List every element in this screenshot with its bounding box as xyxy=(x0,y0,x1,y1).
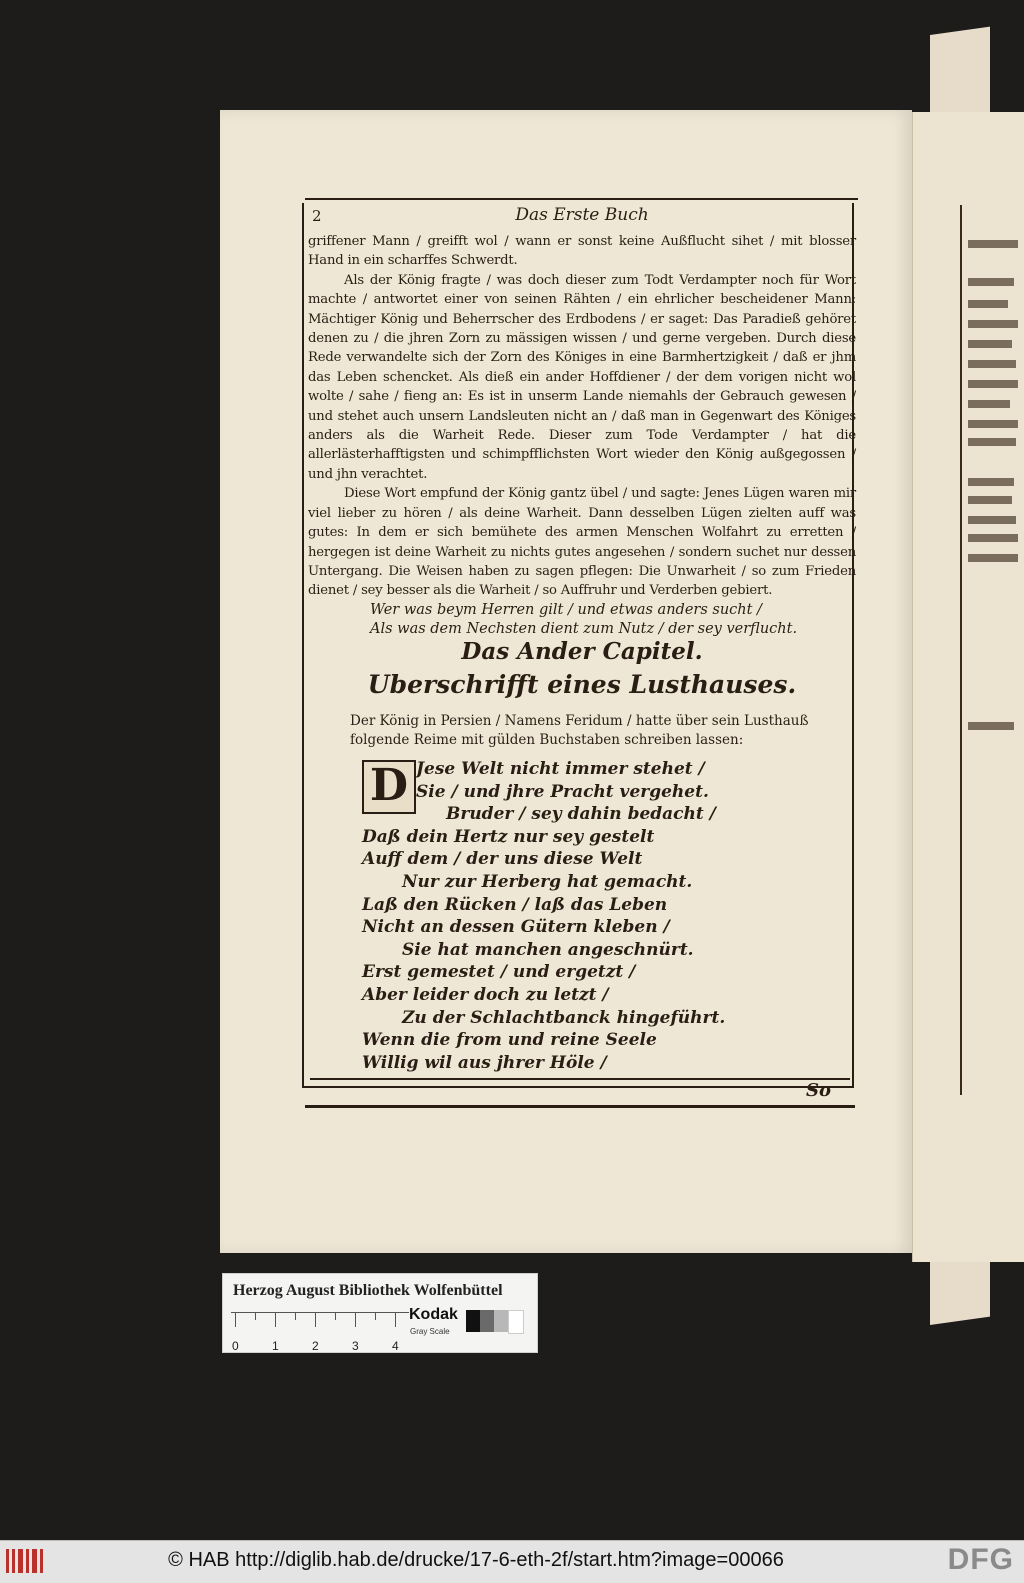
poem xyxy=(362,758,762,1074)
catchword: So xyxy=(806,1080,832,1101)
facing-text-line xyxy=(968,278,1014,286)
ruler-number: 1 xyxy=(272,1339,279,1353)
gray-patch xyxy=(466,1310,480,1332)
facing-text-line xyxy=(968,300,1008,308)
ruler-number: 4 xyxy=(392,1339,399,1353)
ruler-tick xyxy=(355,1313,356,1327)
poem-line: Sie hat manchen angeschnürt. xyxy=(402,939,694,960)
verse-line: Wer was beym Herren gilt / und etwas anders sucht / xyxy=(370,601,762,618)
ruler-tick xyxy=(395,1313,396,1327)
ruler-tick xyxy=(315,1313,316,1327)
poem-line: Zu der Schlachtbanck hingeführt. xyxy=(402,1007,726,1028)
paragraph: Als der König fragte / was doch dieser zum Todt Verdampter noch für Wort machte / antwortet einer von seinen Rähten / ein ehrlicher bescheidener Mann: Mächtiger König und Beherrscher des Erdbodens / er saget: Das Paradieß gehöret denen zu / die jhren Zorn zu mässigen wissen / und gerne vergeben. Durch diese Rede verwandelte sich der Zorn des Königes in eine Barmhertzigkeit / daß er jhm das Leben schencket. Als dieß ein ander Hoffdiener / der dem vorigen nicht wol wolte / sahe / fieng an: Es ist in unserm Lande niemahls der Gebrauch gewesen / und stehet auch unsern Landsleuten nicht an / daß man in Gegenwart des Königes anders als die Warheit Rede. Dieser zum Tode Verdampter / hat die allerlästerhafftigsten und schimpfflichsten Wort wieder den König außgegossen / und jhn verachtet. xyxy=(308,272,856,482)
facing-text-line xyxy=(968,478,1014,486)
ruler-tick xyxy=(255,1313,256,1320)
ruler-tick xyxy=(375,1313,376,1320)
poem-line: Erst gemestet / und ergetzt / xyxy=(362,962,636,983)
poem-line: Jese Welt nicht immer stehet / xyxy=(416,759,705,779)
poem-line: Willig wil aus jhrer Höle / xyxy=(362,1052,607,1073)
poem-line: Auff dem / der uns diese Welt xyxy=(362,849,643,870)
chapter-title: Das Ander Capitel. xyxy=(461,638,703,665)
ruler-number: 2 xyxy=(312,1339,319,1353)
ruler-tick xyxy=(295,1313,296,1320)
drop-cap: D xyxy=(362,760,416,814)
dfg-logo: DFG xyxy=(947,1543,1014,1576)
poem-line: Wenn die from und reine Seele xyxy=(362,1030,657,1051)
facing-text-line xyxy=(968,438,1016,446)
paragraph: griffener Mann / greifft wol / wann er sonst keine Außflucht sihet / mit blosser Hand in ein scharffes Schwerdt. xyxy=(308,234,856,269)
ruler-tick xyxy=(275,1313,276,1327)
poem-line: Nicht an dessen Gütern kleben / xyxy=(362,917,670,938)
facing-text-line xyxy=(968,360,1016,368)
kodak-logo: Kodak xyxy=(409,1306,458,1323)
library-name: Herzog August Bibliothek Wolfenbüttel xyxy=(233,1282,503,1299)
bottom-rule xyxy=(305,1105,855,1108)
poem-line: Aber leider doch zu letzt / xyxy=(362,984,609,1005)
chapter-intro: Der König in Persien / Namens Feridum / hatte über sein Lusthauß folgende Reime mit gülden Buchstaben schreiben lassen: xyxy=(350,713,809,748)
poem-line: Nur zur Herberg hat gemacht. xyxy=(402,871,693,892)
hab-barcode-icon xyxy=(4,1545,48,1577)
page-number: 2 xyxy=(312,207,322,225)
ruler-number: 3 xyxy=(352,1339,359,1353)
facing-text-line xyxy=(968,554,1018,562)
facing-text-line xyxy=(968,240,1018,248)
facing-text-line xyxy=(968,496,1012,504)
ruler-tick xyxy=(335,1313,336,1320)
poem-line: Laß den Rücken / laß das Leben xyxy=(362,894,668,915)
bottom-inner-rule xyxy=(310,1078,850,1080)
running-head xyxy=(312,205,852,231)
color-target-card xyxy=(222,1273,538,1353)
facing-text-line xyxy=(968,320,1018,328)
footer-bar xyxy=(0,1540,1024,1583)
poem-line: Sie / und jhre Pracht vergehet. xyxy=(416,781,709,802)
copyright-url[interactable]: © HAB http://diglib.hab.de/drucke/17-6-eth-2f/start.htm?image=00066 xyxy=(168,1549,784,1571)
running-head-title: Das Erste Buch xyxy=(515,205,649,225)
verse-line: Als was dem Nechsten dient zum Nutz / der sey verflucht. xyxy=(370,621,798,638)
body-text xyxy=(308,232,856,640)
facing-text-line xyxy=(968,516,1016,524)
facing-text-line xyxy=(968,380,1018,388)
gray-scale-label: Gray Scale xyxy=(410,1327,450,1336)
gray-patch xyxy=(480,1310,494,1332)
facing-text-line xyxy=(968,420,1018,428)
top-rule xyxy=(305,198,858,200)
facing-text-line xyxy=(968,534,1018,542)
chapter-subtitle: Uberschrifft eines Lusthauses. xyxy=(367,670,797,699)
gray-patch xyxy=(508,1310,524,1334)
gray-patch xyxy=(494,1310,508,1332)
facing-text-line xyxy=(968,722,1014,730)
book-page xyxy=(220,110,912,1253)
paragraph: Diese Wort empfund der König gantz übel / und sagte: Jenes Lügen waren mir viel lieber zu hören / als deine Warheit. Dann desselben Lügen zielten auff was gutes: In dem er sich bemühete des armen Menschen Wolfahrt zu erretten / hergegen ist deine Warheit zu nichts gutes angesehen / sondern suchet nur dessen Untergang. Die Weisen haben zu sagen pflegen: Die Unwarheit / so zum Frieden dienet / sey besser als die Warheit / so Auffruhr und Verderben gebiert. xyxy=(308,486,856,599)
ruler-number: 0 xyxy=(232,1339,239,1353)
poem-line: Daß dein Hertz nur sey gestelt xyxy=(362,826,655,847)
facing-text-line xyxy=(968,400,1010,408)
ruler-tick xyxy=(235,1313,236,1327)
scale-ruler xyxy=(231,1312,409,1353)
facing-page-frame xyxy=(960,205,1024,1095)
poem-line: Bruder / sey dahin bedacht / xyxy=(446,804,716,825)
facing-text-line xyxy=(968,340,1012,348)
